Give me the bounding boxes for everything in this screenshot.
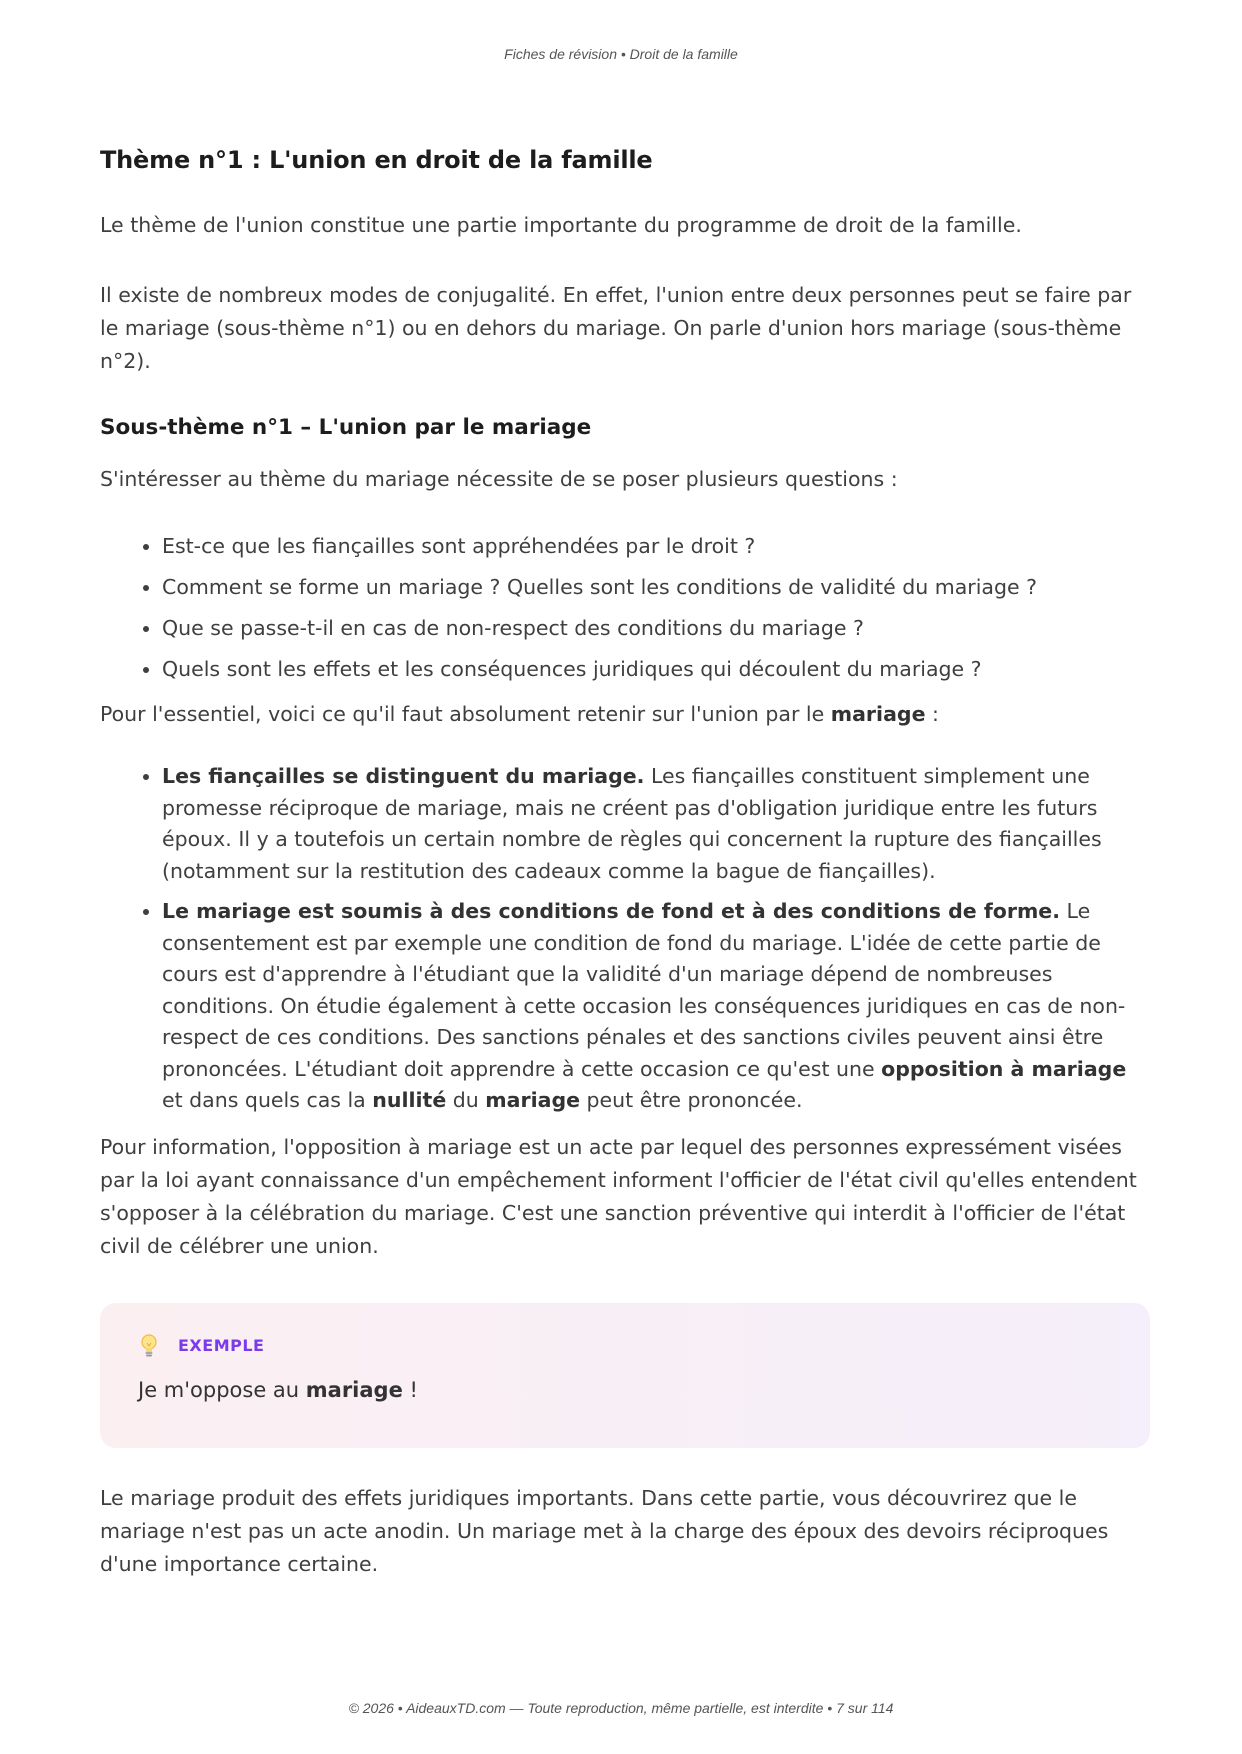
subtheme-title: Sous-thème n°1 – L'union par le mariage xyxy=(100,415,592,440)
list-item: • Quels sont les effets et les conséquences juridiques qui découlent du mariage ? xyxy=(162,649,1150,690)
page-header: Fiches de révision • Droit de la famille xyxy=(504,46,738,62)
page-footer: © 2026 • AideauxTD.com — Toute reproduction, même partielle, est interdite • 7 sur 114 xyxy=(348,1700,894,1716)
list-item: • Que se passe-t-il en cas de non-respect des conditions du mariage ? xyxy=(162,608,1150,649)
effets-paragraph: Le mariage produit des effets juridiques importants. Dans cette partie, vous découvrirez que le mariage n'est pas un acte anodin. Un mariage met à la charge des époux des devoirs réciproques d'une importance certaine. xyxy=(100,1485,1109,1576)
lightbulb-icon xyxy=(138,1333,160,1359)
list-item: • Comment se forme un mariage ? Quelles sont les conditions de validité du mariage ? xyxy=(162,567,1150,608)
key-points-list xyxy=(100,761,1150,1117)
example-text: Je m'oppose au mariage ! xyxy=(138,1377,418,1402)
questions-intro-paragraph: S'intéresser au thème du mariage nécessite de se poser plusieurs questions : xyxy=(100,467,898,491)
conjugality-modes-paragraph: Il existe de nombreux modes de conjugalité. En effet, l'union entre deux personnes peut se faire par le mariage (sous-thème n°1) ou en dehors du mariage. On parle d'union hors mariage (sous-thème n°2). xyxy=(100,283,1132,373)
theme-title: Thème n°1 : L'union en droit de la famille xyxy=(100,146,653,174)
list-item: • Le mariage est soumis à des conditions de fond et à des conditions de forme. Le consentement est par exemple une condition de fond du mariage. L'idée de cette partie de cours est d'apprendre à l'étudiant que la validité d'un mariage dépend de nombreuses conditions. On étudie également à cette occasion les conséquences juridiques en cas de non-respect de ces conditions. Des sanctions pénales et des sanctions civiles peuvent ainsi être prononcées. L'étudiant doit apprendre à cette occasion ce qu'est une opposition à mariage et dans quels cas la nullité du mariage peut être prononcée. xyxy=(162,896,1150,1117)
list-item: • Est-ce que les fiançailles sont appréhendées par le droit ? xyxy=(162,526,1150,567)
example-callout xyxy=(100,1303,1150,1448)
theme-intro-paragraph: Le thème de l'union constitue une partie importante du programme de droit de la famille. xyxy=(100,213,1022,237)
opposition-paragraph: Pour information, l'opposition à mariage est un acte par lequel des personnes expressément visées par la loi ayant connaissance d'un empêchement informent l'officier de l'état civil qu'elles entendent s'opposer à la célébration du mariage. C'est une sanction préventive qui interdit à l'officier de l'état civil de célébrer une union. xyxy=(100,1134,1137,1258)
questions-list xyxy=(100,526,1150,690)
essentiel-paragraph: Pour l'essentiel, voici ce qu'il faut absolument retenir sur l'union par le mariage : xyxy=(100,702,939,726)
key-point-heading: Les fiançailles se distinguent du mariage. xyxy=(162,764,645,788)
example-label: EXEMPLE xyxy=(138,1333,1112,1359)
list-item: • Les fiançailles se distinguent du mariage. Les fiançailles constituent simplement une promesse réciproque de mariage, mais ne créent pas d'obligation juridique entre les futurs époux. Il y a toutefois un certain nombre de règles qui concernent la rupture des fiançailles (notamment sur la restitution des cadeaux comme la bague de fiançailles). xyxy=(162,761,1150,887)
key-point-heading: Le mariage est soumis à des conditions de fond et à des conditions de forme. xyxy=(162,899,1060,923)
document-body xyxy=(100,144,1150,1581)
